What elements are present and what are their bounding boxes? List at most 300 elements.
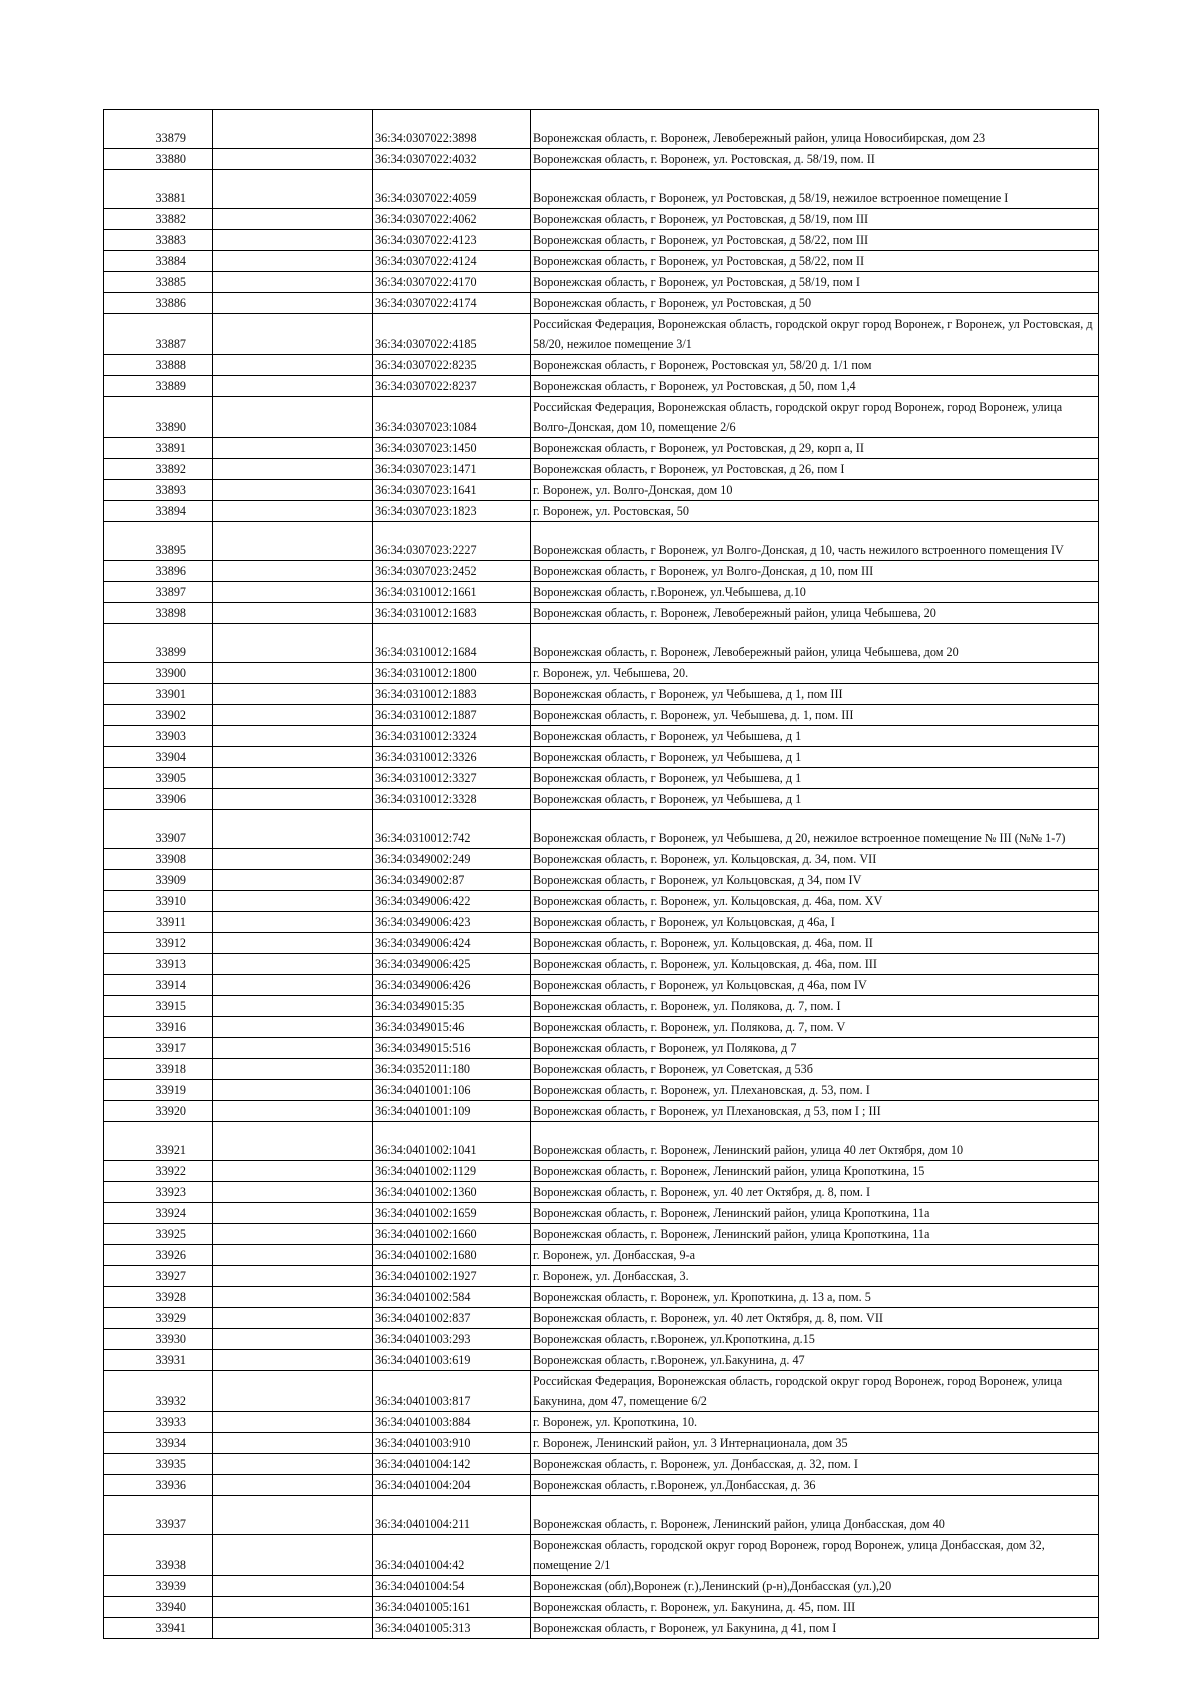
address: Воронежская область, г Воронеж, ул Волго-Донская, д 10, пом III: [531, 561, 1099, 582]
cadastral-number: 36:34:0349006:422: [373, 891, 531, 912]
row-number: 33931: [104, 1350, 213, 1371]
empty-cell: [213, 355, 373, 376]
cadastral-number: 36:34:0349015:46: [373, 1017, 531, 1038]
address: Воронежская область, г Воронеж, ул Ростовская, д 29, корп а, II: [531, 438, 1099, 459]
empty-cell: [213, 912, 373, 933]
table-row: [104, 480, 1099, 501]
row-number: 33914: [104, 975, 213, 996]
address: Воронежская область, г. Воронеж, ул. Чебышева, д. 1, пом. III: [531, 705, 1099, 726]
empty-cell: [213, 501, 373, 522]
address: Воронежская область, г Воронеж, ул Ростовская, д 58/19, пом I: [531, 272, 1099, 293]
table-row: [104, 1535, 1099, 1576]
row-number: 33921: [104, 1122, 213, 1161]
row-number: 33927: [104, 1266, 213, 1287]
table-row: [104, 438, 1099, 459]
row-number: 33879: [104, 110, 213, 149]
row-number: 33884: [104, 251, 213, 272]
empty-cell: [213, 870, 373, 891]
row-number: 33888: [104, 355, 213, 376]
empty-cell: [213, 747, 373, 768]
table-row: [104, 1245, 1099, 1266]
empty-cell: [213, 1454, 373, 1475]
row-number: 33891: [104, 438, 213, 459]
cadastral-number: 36:34:0307022:4059: [373, 170, 531, 209]
table-row: [104, 1101, 1099, 1122]
table-row: [104, 954, 1099, 975]
address: Воронежская область, г Воронеж, ул Ростовская, д 58/19, нежилое встроенное помещение I: [531, 170, 1099, 209]
empty-cell: [213, 1597, 373, 1618]
cadastral-number: 36:34:0401003:817: [373, 1371, 531, 1412]
table-row: [104, 397, 1099, 438]
address: Воронежская область, г Воронеж, ул Ростовская, д 50: [531, 293, 1099, 314]
address: Воронежская область, г Воронеж, ул Чебышева, д 20, нежилое встроенное помещение № III (№№ 1-7): [531, 810, 1099, 849]
cadastral-number: 36:34:0401002:1041: [373, 1122, 531, 1161]
row-number: 33900: [104, 663, 213, 684]
address: Российская Федерация, Воронежская область, городской округ город Воронеж, г Воронеж, ул Ростовская, д 58/20, нежилое помещение 3/1: [531, 314, 1099, 355]
table-row: [104, 1412, 1099, 1433]
row-number: 33908: [104, 849, 213, 870]
address: Воронежская область, г Воронеж, ул Ростовская, д 58/22, пом II: [531, 251, 1099, 272]
row-number: 33937: [104, 1496, 213, 1535]
empty-cell: [213, 1161, 373, 1182]
row-number: 33924: [104, 1203, 213, 1224]
empty-cell: [213, 1059, 373, 1080]
cadastral-number: 36:34:0307023:1641: [373, 480, 531, 501]
table-row: [104, 314, 1099, 355]
empty-cell: [213, 996, 373, 1017]
row-number: 33898: [104, 603, 213, 624]
empty-cell: [213, 1122, 373, 1161]
cadastral-number: 36:34:0307022:8237: [373, 376, 531, 397]
table-body: [104, 110, 1099, 1639]
address: Воронежская область, г. Воронеж, Ленинский район, улица Донбасская, дом 40: [531, 1496, 1099, 1535]
cadastral-number: 36:34:0401002:1680: [373, 1245, 531, 1266]
row-number: 33905: [104, 768, 213, 789]
address: Воронежская область, г Воронеж, ул Ростовская, д 26, пом I: [531, 459, 1099, 480]
row-number: 33889: [104, 376, 213, 397]
row-number: 33904: [104, 747, 213, 768]
cadastral-number: 36:34:0401004:204: [373, 1475, 531, 1496]
empty-cell: [213, 1245, 373, 1266]
cadastral-number: 36:34:0307023:1471: [373, 459, 531, 480]
address: Воронежская область, г. Воронеж, Ленинский район, улица 40 лет Октября, дом 10: [531, 1122, 1099, 1161]
address: Воронежская область, г Воронеж, ул Полякова, д 7: [531, 1038, 1099, 1059]
empty-cell: [213, 705, 373, 726]
table-row: [104, 1454, 1099, 1475]
row-number: 33911: [104, 912, 213, 933]
empty-cell: [213, 1101, 373, 1122]
row-number: 33919: [104, 1080, 213, 1101]
row-number: 33920: [104, 1101, 213, 1122]
cadastral-number: 36:34:0349006:426: [373, 975, 531, 996]
address: Воронежская (обл),Воронеж (г.),Ленинский (р-н),Донбасская (ул.),20: [531, 1576, 1099, 1597]
row-number: 33939: [104, 1576, 213, 1597]
table-row: [104, 355, 1099, 376]
address: Воронежская область, г. Воронеж, ул. Полякова, д. 7, пом. V: [531, 1017, 1099, 1038]
cadastral-number: 36:34:0401004:142: [373, 1454, 531, 1475]
row-number: 33882: [104, 209, 213, 230]
table-row: [104, 870, 1099, 891]
address: Воронежская область, г. Воронеж, ул. Бакунина, д. 45, пом. III: [531, 1597, 1099, 1618]
row-number: 33940: [104, 1597, 213, 1618]
table-row: [104, 459, 1099, 480]
cadastral-number: 36:34:0310012:1683: [373, 603, 531, 624]
cadastral-number: 36:34:0310012:3326: [373, 747, 531, 768]
cadastral-number: 36:34:0349015:516: [373, 1038, 531, 1059]
empty-cell: [213, 849, 373, 870]
table-row: [104, 1433, 1099, 1454]
cadastral-number: 36:34:0310012:1661: [373, 582, 531, 603]
row-number: 33892: [104, 459, 213, 480]
table-row: [104, 975, 1099, 996]
cadastral-number: 36:34:0307022:4170: [373, 272, 531, 293]
cadastral-number: 36:34:0401002:1129: [373, 1161, 531, 1182]
address: Воронежская область, г.Воронеж, ул.Донбасская, д. 36: [531, 1475, 1099, 1496]
empty-cell: [213, 663, 373, 684]
address: Воронежская область, г. Воронеж, ул. Кольцовская, д. 34, пом. VII: [531, 849, 1099, 870]
row-number: 33932: [104, 1371, 213, 1412]
table-row: [104, 1203, 1099, 1224]
empty-cell: [213, 230, 373, 251]
address: Воронежская область, г. Воронеж, ул. Кольцовская, д. 46а, пом. II: [531, 933, 1099, 954]
cadastral-number: 36:34:0401005:161: [373, 1597, 531, 1618]
row-number: 33916: [104, 1017, 213, 1038]
row-number: 33885: [104, 272, 213, 293]
empty-cell: [213, 1266, 373, 1287]
row-number: 33941: [104, 1618, 213, 1639]
empty-cell: [213, 1618, 373, 1639]
empty-cell: [213, 1412, 373, 1433]
address: г. Воронеж, ул. Чебышева, 20.: [531, 663, 1099, 684]
empty-cell: [213, 480, 373, 501]
empty-cell: [213, 459, 373, 480]
cadastral-number: 36:34:0401004:54: [373, 1576, 531, 1597]
table-row: [104, 849, 1099, 870]
row-number: 33880: [104, 149, 213, 170]
table-row: [104, 1122, 1099, 1161]
address: Воронежская область, г Воронеж, ул Ростовская, д 58/22, пом III: [531, 230, 1099, 251]
empty-cell: [213, 1535, 373, 1576]
table-row: [104, 1576, 1099, 1597]
cadastral-number: 36:34:0307022:3898: [373, 110, 531, 149]
cadastral-number: 36:34:0307022:4032: [373, 149, 531, 170]
address: г. Воронеж, ул. Донбасская, 9-а: [531, 1245, 1099, 1266]
address: Воронежская область, г. Воронеж, Левобережный район, улица Новосибирская, дом 23: [531, 110, 1099, 149]
table-row: [104, 912, 1099, 933]
row-number: 33922: [104, 1161, 213, 1182]
row-number: 33915: [104, 996, 213, 1017]
row-number: 33933: [104, 1412, 213, 1433]
table-row: [104, 1182, 1099, 1203]
address: Воронежская область, г Воронеж, ул Волго-Донская, д 10, часть нежилого встроенного помещения IV: [531, 522, 1099, 561]
address: Воронежская область, г. Воронеж, Левобережный район, улица Чебышева, 20: [531, 603, 1099, 624]
empty-cell: [213, 376, 373, 397]
row-number: 33896: [104, 561, 213, 582]
row-number: 33926: [104, 1245, 213, 1266]
cadastral-number: 36:34:0307022:4123: [373, 230, 531, 251]
cadastral-number: 36:34:0401001:109: [373, 1101, 531, 1122]
cadastral-number: 36:34:0401002:1660: [373, 1224, 531, 1245]
row-number: 33893: [104, 480, 213, 501]
row-number: 33923: [104, 1182, 213, 1203]
row-number: 33903: [104, 726, 213, 747]
cadastral-number: 36:34:0307022:8235: [373, 355, 531, 376]
address: Воронежская область, г Воронеж, ул Чебышева, д 1: [531, 726, 1099, 747]
address: г. Воронеж, Ленинский район, ул. 3 Интернационала, дом 35: [531, 1433, 1099, 1454]
cadastral-number: 36:34:0349006:423: [373, 912, 531, 933]
empty-cell: [213, 624, 373, 663]
cadastral-number: 36:34:0401002:1659: [373, 1203, 531, 1224]
cadastral-number: 36:34:0310012:3324: [373, 726, 531, 747]
cadastral-number: 36:34:0310012:1800: [373, 663, 531, 684]
table-row: [104, 251, 1099, 272]
cadastral-number: 36:34:0307022:4174: [373, 293, 531, 314]
empty-cell: [213, 1182, 373, 1203]
empty-cell: [213, 975, 373, 996]
row-number: 33936: [104, 1475, 213, 1496]
cadastral-number: 36:34:0307022:4062: [373, 209, 531, 230]
cadastral-number: 36:34:0310012:1883: [373, 684, 531, 705]
row-number: 33917: [104, 1038, 213, 1059]
table-row: [104, 110, 1099, 149]
cadastral-number: 36:34:0310012:1887: [373, 705, 531, 726]
row-number: 33934: [104, 1433, 213, 1454]
table-row: [104, 582, 1099, 603]
address: Воронежская область, г Воронеж, ул Чебышева, д 1: [531, 789, 1099, 810]
cadastral-number: 36:34:0401003:884: [373, 1412, 531, 1433]
row-number: 33935: [104, 1454, 213, 1475]
table-row: [104, 170, 1099, 209]
table-row: [104, 747, 1099, 768]
address: Воронежская область, г Воронеж, ул Плехановская, д 53, пом I ; III: [531, 1101, 1099, 1122]
empty-cell: [213, 789, 373, 810]
table-row: [104, 789, 1099, 810]
table-row: [104, 603, 1099, 624]
address: Воронежская область, г. Воронеж, Левобережный район, улица Чебышева, дом 20: [531, 624, 1099, 663]
row-number: 33906: [104, 789, 213, 810]
address: Воронежская область, г Воронеж, ул Кольцовская, д 46а, пом IV: [531, 975, 1099, 996]
row-number: 33890: [104, 397, 213, 438]
table-row: [104, 1287, 1099, 1308]
empty-cell: [213, 933, 373, 954]
address: Воронежская область, г Воронеж, Ростовская ул, 58/20 д. 1/1 пом: [531, 355, 1099, 376]
cadastral-number: 36:34:0307023:2452: [373, 561, 531, 582]
row-number: 33907: [104, 810, 213, 849]
address: г. Воронеж, ул. Волго-Донская, дом 10: [531, 480, 1099, 501]
empty-cell: [213, 810, 373, 849]
cadastral-number: 36:34:0401004:42: [373, 1535, 531, 1576]
cadastral-number: 36:34:0401001:106: [373, 1080, 531, 1101]
empty-cell: [213, 1224, 373, 1245]
cadastral-number: 36:34:0401003:619: [373, 1350, 531, 1371]
table-row: [104, 1597, 1099, 1618]
cadastral-number: 36:34:0310012:3327: [373, 768, 531, 789]
cadastral-number: 36:34:0307023:1823: [373, 501, 531, 522]
empty-cell: [213, 891, 373, 912]
row-number: 33925: [104, 1224, 213, 1245]
property-table: [103, 109, 1099, 1639]
table-row: [104, 810, 1099, 849]
row-number: 33894: [104, 501, 213, 522]
table-row: [104, 1371, 1099, 1412]
cadastral-number: 36:34:0401003:293: [373, 1329, 531, 1350]
table-row: [104, 663, 1099, 684]
address: Воронежская область, г.Воронеж, ул.Чебышева, д.10: [531, 582, 1099, 603]
cadastral-number: 36:34:0401003:910: [373, 1433, 531, 1454]
table-row: [104, 149, 1099, 170]
table-row: [104, 1161, 1099, 1182]
address: Воронежская область, г. Воронеж, Ленинский район, улица Кропоткина, 15: [531, 1161, 1099, 1182]
table-row: [104, 705, 1099, 726]
address: Воронежская область, г Воронеж, ул Ростовская, д 50, пом 1,4: [531, 376, 1099, 397]
row-number: 33909: [104, 870, 213, 891]
row-number: 33928: [104, 1287, 213, 1308]
address: Воронежская область, г Воронеж, ул Чебышева, д 1, пом III: [531, 684, 1099, 705]
table-row: [104, 1308, 1099, 1329]
empty-cell: [213, 768, 373, 789]
table-row: [104, 996, 1099, 1017]
address: Воронежская область, г.Воронеж, ул.Кропоткина, д.15: [531, 1329, 1099, 1350]
empty-cell: [213, 1308, 373, 1329]
cadastral-number: 36:34:0401002:584: [373, 1287, 531, 1308]
empty-cell: [213, 561, 373, 582]
table-row: [104, 209, 1099, 230]
empty-cell: [213, 522, 373, 561]
empty-cell: [213, 1080, 373, 1101]
address: Воронежская область, г Воронеж, ул Бакунина, д 41, пом I: [531, 1618, 1099, 1639]
empty-cell: [213, 1475, 373, 1496]
address: г. Воронеж, ул. Ростовская, 50: [531, 501, 1099, 522]
address: Воронежская область, г. Воронеж, ул. Донбасская, д. 32, пом. I: [531, 1454, 1099, 1475]
row-number: 33895: [104, 522, 213, 561]
table-row: [104, 522, 1099, 561]
cadastral-number: 36:34:0352011:180: [373, 1059, 531, 1080]
address: Воронежская область, г. Воронеж, Ленинский район, улица Кропоткина, 11а: [531, 1224, 1099, 1245]
address: Воронежская область, г.Воронеж, ул.Бакунина, д. 47: [531, 1350, 1099, 1371]
cadastral-number: 36:34:0401002:1927: [373, 1266, 531, 1287]
empty-cell: [213, 1371, 373, 1412]
address: Воронежская область, г Воронеж, ул Чебышева, д 1: [531, 768, 1099, 789]
empty-cell: [213, 1038, 373, 1059]
address: Воронежская область, г Воронеж, ул Советская, д 53б: [531, 1059, 1099, 1080]
cadastral-number: 36:34:0349006:425: [373, 954, 531, 975]
cadastral-number: 36:34:0401004:211: [373, 1496, 531, 1535]
table-row: [104, 272, 1099, 293]
table-row: [104, 561, 1099, 582]
table-row: [104, 624, 1099, 663]
table-row: [104, 1329, 1099, 1350]
empty-cell: [213, 293, 373, 314]
row-number: 33899: [104, 624, 213, 663]
row-number: 33930: [104, 1329, 213, 1350]
table-row: [104, 376, 1099, 397]
table-row: [104, 1080, 1099, 1101]
table-row: [104, 684, 1099, 705]
row-number: 33913: [104, 954, 213, 975]
empty-cell: [213, 1350, 373, 1371]
address: Воронежская область, городской округ город Воронеж, город Воронеж, улица Донбасская, дом 32, помещение 2/1: [531, 1535, 1099, 1576]
address: Воронежская область, г. Воронеж, ул. Кропоткина, д. 13 а, пом. 5: [531, 1287, 1099, 1308]
empty-cell: [213, 1203, 373, 1224]
address: Воронежская область, г Воронеж, ул Кольцовская, д 34, пом IV: [531, 870, 1099, 891]
row-number: 33910: [104, 891, 213, 912]
empty-cell: [213, 582, 373, 603]
address: Российская Федерация, Воронежская область, городской округ город Воронеж, город Воронеж, улица Волго-Донская, дом 10, помещение 2/6: [531, 397, 1099, 438]
empty-cell: [213, 314, 373, 355]
row-number: 33902: [104, 705, 213, 726]
cadastral-number: 36:34:0401005:313: [373, 1618, 531, 1639]
row-number: 33912: [104, 933, 213, 954]
empty-cell: [213, 1576, 373, 1597]
table-row: [104, 293, 1099, 314]
row-number: 33883: [104, 230, 213, 251]
empty-cell: [213, 397, 373, 438]
address: Воронежская область, г. Воронеж, ул. Плехановская, д. 53, пом. I: [531, 1080, 1099, 1101]
empty-cell: [213, 684, 373, 705]
table-row: [104, 1038, 1099, 1059]
empty-cell: [213, 1329, 373, 1350]
address: Воронежская область, г. Воронеж, ул. 40 лет Октября, д. 8, пом. I: [531, 1182, 1099, 1203]
table-row: [104, 1224, 1099, 1245]
cadastral-number: 36:34:0310012:742: [373, 810, 531, 849]
table-row: [104, 501, 1099, 522]
address: Воронежская область, г. Воронеж, ул. 40 лет Октября, д. 8, пом. VII: [531, 1308, 1099, 1329]
cadastral-number: 36:34:0307022:4124: [373, 251, 531, 272]
empty-cell: [213, 251, 373, 272]
empty-cell: [213, 149, 373, 170]
table-row: [104, 230, 1099, 251]
empty-cell: [213, 110, 373, 149]
cadastral-number: 36:34:0307023:2227: [373, 522, 531, 561]
cadastral-number: 36:34:0349006:424: [373, 933, 531, 954]
cadastral-number: 36:34:0307023:1450: [373, 438, 531, 459]
table-row: [104, 891, 1099, 912]
cadastral-number: 36:34:0307023:1084: [373, 397, 531, 438]
table-row: [104, 1059, 1099, 1080]
cadastral-number: 36:34:0349015:35: [373, 996, 531, 1017]
address: Воронежская область, г. Воронеж, ул. Полякова, д. 7, пом. I: [531, 996, 1099, 1017]
row-number: 33886: [104, 293, 213, 314]
empty-cell: [213, 603, 373, 624]
empty-cell: [213, 1433, 373, 1454]
address: Воронежская область, г Воронеж, ул Ростовская, д 58/19, пом III: [531, 209, 1099, 230]
address: Воронежская область, г. Воронеж, ул. Ростовская, д. 58/19, пом. II: [531, 149, 1099, 170]
row-number: 33918: [104, 1059, 213, 1080]
table-row: [104, 1618, 1099, 1639]
empty-cell: [213, 438, 373, 459]
table-row: [104, 933, 1099, 954]
row-number: 33938: [104, 1535, 213, 1576]
table-row: [104, 768, 1099, 789]
cadastral-number: 36:34:0349002:87: [373, 870, 531, 891]
empty-cell: [213, 726, 373, 747]
row-number: 33929: [104, 1308, 213, 1329]
cadastral-number: 36:34:0307022:4185: [373, 314, 531, 355]
empty-cell: [213, 1496, 373, 1535]
row-number: 33887: [104, 314, 213, 355]
cadastral-number: 36:34:0401002:837: [373, 1308, 531, 1329]
row-number: 33881: [104, 170, 213, 209]
table-row: [104, 1017, 1099, 1038]
address: Российская Федерация, Воронежская область, городской округ город Воронеж, город Воронеж, улица Бакунина, дом 47, помещение 6/2: [531, 1371, 1099, 1412]
table-row: [104, 1496, 1099, 1535]
empty-cell: [213, 1017, 373, 1038]
cadastral-number: 36:34:0310012:1684: [373, 624, 531, 663]
cadastral-number: 36:34:0310012:3328: [373, 789, 531, 810]
address: Воронежская область, г. Воронеж, ул. Кольцовская, д. 46а, пом. XV: [531, 891, 1099, 912]
empty-cell: [213, 209, 373, 230]
table-row: [104, 1475, 1099, 1496]
